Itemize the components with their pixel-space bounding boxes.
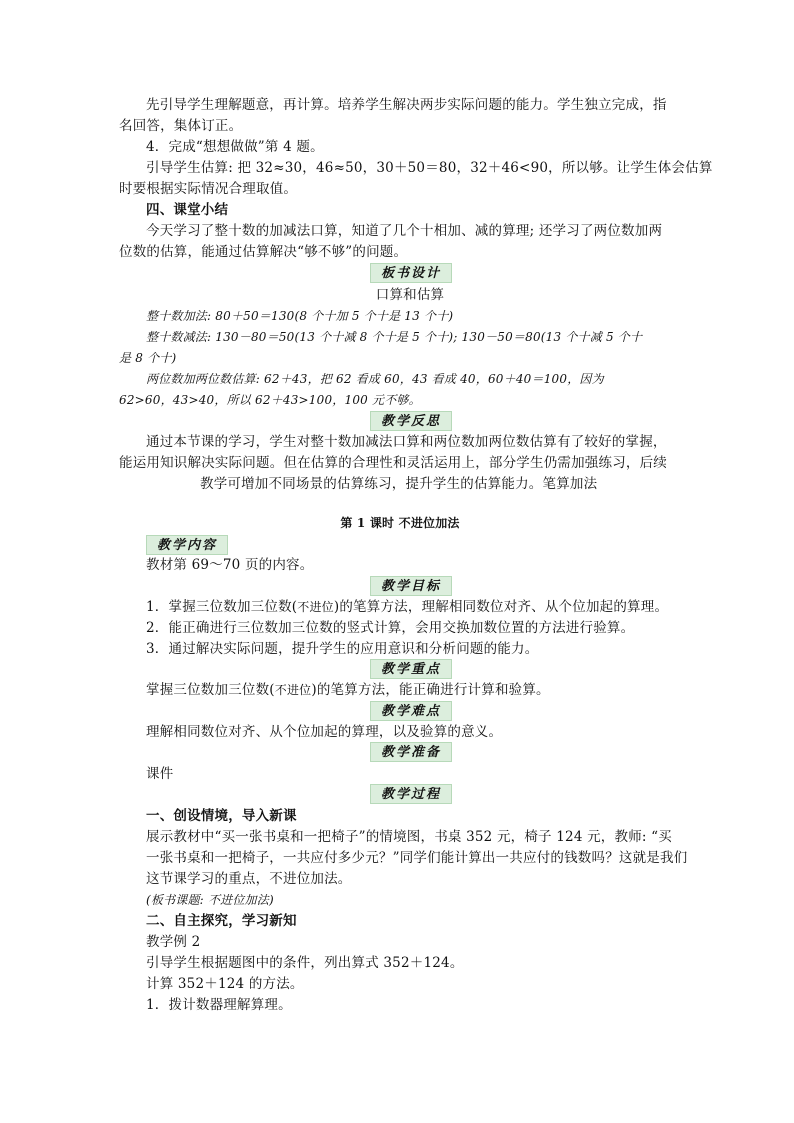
board-line: 62>60，43>40，所以 62＋43>100，100 元不够。 [119,393,421,407]
paragraph-line: 位数的估算，能通过估算解决“够不够”的问题。 [119,244,408,260]
paragraph-line: 今天学习了整十数的加减法口算，知道了几个十相加、减的算理; 还学习了两位数加两 [146,223,663,239]
content-text: 教材第 69～70 页的内容。 [146,557,314,573]
board-line: 是 8 个十) [119,351,177,365]
process-banner: 教学过程 [370,784,452,804]
key-text-part: )的笔算方法，能正确进行计算和验算。 [311,682,550,698]
paragraph-line: 先引导学生理解题意，再计算。培养学生解决两步实际问题的能力。学生独立完成，指 [146,97,667,113]
paragraph-line: 教学可增加不同场景的估算练习，提升学生的估算能力。笔算加法 [200,476,598,492]
paragraph-line: 展示教材中“买一张书桌和一把椅子”的情境图，书桌 352 元，椅子 124 元，教师: “买 [146,829,672,845]
paragraph-line: 通过本节课的学习，学生对整十数加减法口算和两位数加两位数估算有了较好的掌握， [146,434,667,450]
reflection-banner: 教学反思 [370,411,452,431]
board-line: 两位数加两位数估算: 62＋43，把 62 看成 60，43 看成 40，60＋40＝100，因为 [146,372,604,386]
goal-item: 3．通过解决实际问题，提升学生的应用意识和分析问题的能力。 [146,641,539,657]
list-item: 1．拨计数器理解算理。 [146,997,292,1013]
board-line: 整十数加法: 80＋50＝130(8 个十加 5 个十是 13 个十) [146,309,454,323]
board-design-banner: 板书设计 [370,263,452,283]
paragraph-line: 时要根据实际情况合理取值。 [119,181,298,197]
paragraph-line: 名回答，集体订正。 [119,118,243,134]
paragraph-line: 这节课学习的重点，不进位加法。 [146,871,352,887]
board-line: 整十数减法: 130－80＝50(13 个十减 8 个十是 5 个十); 130－50＝80(13 个十减 5 个十 [146,330,643,344]
goal-text: )的笔算方法，理解相同数位对齐、从个位加起的算理。 [333,599,669,615]
content-banner: 教学内容 [146,535,228,555]
paragraph-line: 引导学生估算: 把 32≈30，46≈50，30＋50＝80，32＋46<90，所以够。让学生体会估算 [146,160,713,176]
key-note: 不进位 [274,683,312,697]
example-label: 教学例 2 [146,934,201,950]
section-heading: 四、课堂小结 [146,202,229,218]
list-item: 4．完成“想想做做”第 4 题。 [146,139,324,155]
board-title: 口算和估算 [375,287,445,303]
difficulty-banner: 教学难点 [370,701,452,721]
paragraph-line: 引导学生根据题图中的条件，列出算式 352＋124。 [146,955,464,971]
prep-banner: 教学准备 [370,742,452,762]
paragraph-line: 计算 352＋124 的方法。 [146,976,304,992]
difficulty-text: 理解相同数位对齐、从个位加起的算理，以及验算的意义。 [146,724,503,740]
paragraph-line: 一张书桌和一把椅子，一共应付多少元？”同学们能计算出一共应付的钱数吗？这就是我们 [146,850,688,866]
board-topic: (板书课题: 不进位加法) [146,893,274,907]
key-banner: 教学重点 [370,659,452,679]
goal-item: 2．能正确进行三位数加三位数的竖式计算，会用交换加数位置的方法进行验算。 [146,620,635,636]
goal-item [146,597,668,617]
goal-text: 1．掌握三位数加三位数( [146,599,298,615]
goals-banner: 教学目标 [370,576,452,596]
goal-note: 不进位 [297,600,334,614]
paragraph-line: 能运用知识解决实际问题。但在估算的合理性和灵活运用上，部分学生仍需加强练习，后续 [119,455,667,471]
section-heading: 一、创设情境，导入新课 [146,808,297,824]
key-text-part: 掌握三位数加三位数( [146,682,275,698]
lesson-title: 第 1 课时 不进位加法 [340,516,460,530]
prep-text: 课件 [146,766,174,782]
section-heading: 二、自主探究，学习新知 [146,913,297,929]
key-text [146,680,550,700]
